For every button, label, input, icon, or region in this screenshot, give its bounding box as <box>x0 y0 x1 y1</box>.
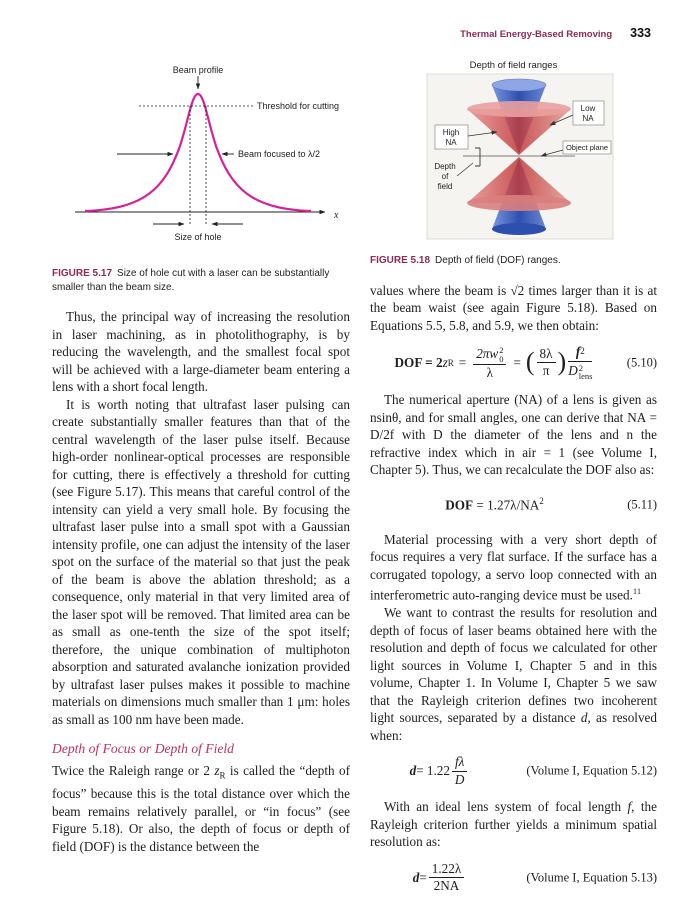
text-run: Material processing with a very short depth of focus requires a very flat surface. If the surface has a corrugated topology, a servo loop connected with an interferometric auto-ranging device must be used. <box>370 531 657 603</box>
low-na-cone-top-cap <box>492 79 546 91</box>
eq513-d: d <box>412 869 420 885</box>
low-na-cone-bottom-cap <box>492 223 546 235</box>
depth-of-field-diagram <box>413 73 615 241</box>
eq512-num: fλ <box>452 755 467 772</box>
equation-number: (Volume I, Equation 5.12) <box>526 763 657 778</box>
equation-number: (Volume I, Equation 5.13) <box>526 870 657 885</box>
equation-number: (5.10) <box>626 355 657 370</box>
equals-sign: = <box>458 354 467 370</box>
eq510-f2-num: 8λ <box>537 347 556 364</box>
text-run: , as resolved when: <box>370 710 657 743</box>
page-header <box>460 26 651 40</box>
figure-5-17-caption <box>52 267 350 294</box>
eq511-sup: 2 <box>539 496 544 507</box>
eq512-d: d <box>409 763 417 779</box>
eq512-fraction <box>452 755 467 787</box>
text-run: We want to contrast the results for resolution and depth of focus of laser beams obtained here with the resolution and depth of focus we calculated for other light sources in Volume I, Chapter 5 and in this volume, Chapter 1. In Volume I, Chapter 5 we saw that the Rayleigh criterion defines two incoherent light sources, separated by a distance <box>370 605 657 726</box>
equals-sign: = <box>513 354 521 370</box>
eq510-f1-num: 2πw <box>476 345 499 361</box>
eq510-z-sub: R <box>447 357 454 368</box>
eq512-den: D <box>454 771 465 787</box>
eq510-f2-den: π <box>542 363 550 379</box>
eq511-body: = 1.27λ/NA <box>473 497 540 513</box>
high-na-label-line2: NA <box>444 138 457 147</box>
high-na-cone-bottom-cap <box>467 195 571 211</box>
figure-5-18 <box>370 60 657 268</box>
running-title: Thermal Energy-Based Removing <box>460 29 613 40</box>
figure-5-17-caption-text: Size of hole cut with a laser can be substantially smaller than the beam size. <box>52 268 330 293</box>
body-paragraph: values where the beam is √2 times larger than it is at the beam waist (see again Figure 5.18). Based on Equations 5.5, 5.8, and 5.9, we then obtain: <box>370 282 657 333</box>
eq510-f3-den: D <box>568 363 578 379</box>
variable-f: f <box>627 799 632 815</box>
eq510-f1-den: λ <box>486 364 494 380</box>
open-paren: ( <box>525 346 535 376</box>
equation-number: (5.11) <box>627 497 657 512</box>
body-paragraph: It is worth noting that ultrafast laser pulsing can create substantially smaller features than that of the central wavelength of the laser pulse itself. Because high-order nonlinear-optical processes are responsible for cutting, there is effectively a threshold for cutting (see Figure 5.17). This means that careful control of the intensity can yield a very small hole. By focusing the ultrafast laser pulse into a small spot with a Gaussian intensity profile, one can adjust the intensity of the laser spot on the surface of the material so that just the peak of the beam is above the ablation threshold; as a consequence, only material in that very limited area of the laser spot will be removed. That limited area can be as small as one-tenth the size of the spot itself; therefore, the unique combination of multiphoton absorption and saturated avalanche ionization provided by ultrafast laser pulses makes it possible to machine materials on dimensions much smaller than 1 μm: holes as small as 100 nm have been made. <box>52 396 350 727</box>
object-plane-label: Object plane <box>565 143 608 152</box>
text-run: is called the “depth of focus” because this is the total distance over which the beam remains relatively parallel, or “in focus” (see Figure 5.18). Or also, the depth of focus or depth of field (DOF) is the distance between the <box>52 763 350 854</box>
eq513-den: 2NA <box>433 878 460 894</box>
variable-z: z <box>214 763 220 778</box>
low-na-label-line1: Low <box>580 104 595 113</box>
right-column <box>370 52 657 900</box>
figure-5-18-caption <box>370 254 657 268</box>
figure-5-18-title: Depth of field ranges <box>469 60 558 71</box>
eq513-pre: = <box>419 869 427 885</box>
beam-focused-label: Beam focused to λ/2 <box>238 149 321 159</box>
left-column <box>52 52 350 900</box>
body-paragraph: The numerical aperture (NA) of a lens is given as nsinθ, and for small angles, one can derive that NA = D/2f with D the diameter of the lens and n the refractive index which in air = 1 (see Volume I, Chapter 5). Thus, we can recalculate the DOF also as: <box>370 392 657 478</box>
footnote-marker: 11 <box>632 586 642 597</box>
eq510-fraction-3: f 2 D 2 lens <box>568 344 593 382</box>
figure-5-17 <box>52 62 350 294</box>
eq510-z: z <box>442 354 448 370</box>
x-axis-label: x <box>334 210 339 221</box>
text-run: Twice the Raleigh range or 2 <box>52 763 215 778</box>
body-paragraph <box>52 762 350 855</box>
high-na-label-line1: High <box>442 128 459 137</box>
eq510-f3-supsub: 2 lens <box>578 362 593 382</box>
close-paren: ) <box>557 346 567 376</box>
high-na-cone-top-cap <box>467 101 571 117</box>
section-subheading: Depth of Focus or Depth of Field <box>52 741 234 756</box>
figure-5-18-caption-label: FIGURE 5.18 <box>370 255 431 266</box>
body-paragraph <box>370 531 657 604</box>
body-paragraph <box>370 604 657 744</box>
eq510-f3-num: f <box>575 344 581 359</box>
body-paragraph: Thus, the principal way of increasing the resolution in laser machining, as in photolithography, is by reducing the wavelength, and the smallest focal spot will be achieved with a large-diameter beam entering a lens with a short focal length. <box>52 309 350 394</box>
size-of-hole-label: Size of hole <box>174 232 222 242</box>
subscript-R: R <box>219 770 226 781</box>
low-na-label-line2: NA <box>581 114 594 123</box>
eq513-num: 1.22λ <box>429 862 464 879</box>
depth-of-field-label-line2: of <box>441 172 448 181</box>
body-paragraph <box>370 798 657 851</box>
eq511-lhs: DOF <box>445 497 474 513</box>
text-run: , the Rayleigh criterion further yields a minimum spatial resolution as: <box>370 799 657 850</box>
eq510-fraction-2 <box>537 347 556 379</box>
beam-profile-label: Beam profile <box>172 65 224 75</box>
figure-5-17-caption-label: FIGURE 5.17 <box>52 268 113 279</box>
beam-profile-diagram <box>53 62 349 254</box>
equation-5-11 <box>370 490 657 520</box>
content-columns <box>52 52 657 900</box>
equation-volume1-5-13 <box>370 862 657 894</box>
equation-volume1-5-12 <box>370 755 657 787</box>
eq510-lhs: DOF = 2 <box>394 354 443 370</box>
equation-5-10 <box>370 345 657 380</box>
threshold-label: Threshold for cutting <box>257 101 340 111</box>
variable-d: d <box>580 710 588 726</box>
depth-of-field-label-line1: Depth <box>433 162 456 171</box>
eq510-fraction-1 <box>473 345 506 380</box>
depth-of-field-label-line3: field <box>437 182 452 191</box>
text-run: With an ideal lens system of focal length <box>384 799 628 815</box>
figure-5-18-caption-text: Depth of field (DOF) ranges. <box>435 255 561 266</box>
eq513-fraction <box>429 862 464 894</box>
eq510-f1-supsub: 2 0 <box>499 345 504 364</box>
page-number: 333 <box>630 26 651 40</box>
eq512-pre: = 1.22 <box>416 763 450 779</box>
